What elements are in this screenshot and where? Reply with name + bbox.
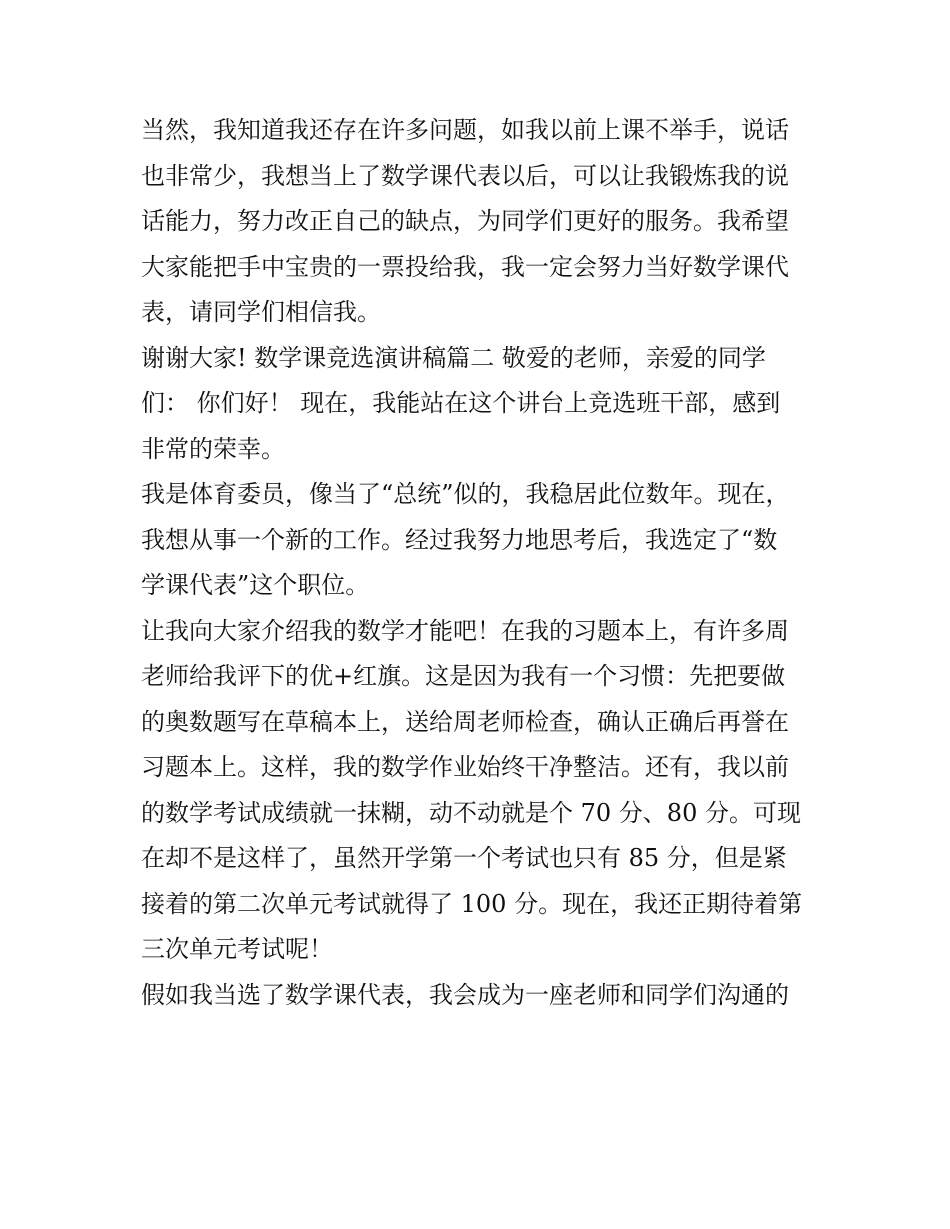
paragraph-3: [141, 472, 813, 609]
text-line: 老师给我评下的优+红旗。这是因为我有一个习惯：先把要做: [141, 662, 786, 690]
text-line: 习题本上。这样，我的数学作业始终干净整洁。还有，我以前: [141, 753, 789, 781]
text-line: 非常的荣幸。: [141, 434, 285, 463]
text-line: 在却不是这样了，虽然开学第一个考试也只有 85 分，但是紧: [141, 844, 787, 872]
paragraph-5: [141, 973, 813, 1019]
text-line: 的奥数题写在草稿本上，送给周老师检查，确认正确后再誉在: [141, 707, 789, 736]
text-line: 假如我当选了数学课代表，我会成为一座老师和同学们沟通的: [141, 980, 789, 1009]
text-line: 我想从事一个新的工作。经过我努力地思考后，我选定了“数: [141, 525, 778, 554]
text-line: 也非常少，我想当上了数学课代表以后，可以让我锻炼我的说: [141, 161, 789, 190]
text-line: 当然，我知道我还存在许多问题，如我以前上课不举手，说话: [141, 116, 789, 144]
text-line: 学课代表”这个职位。: [141, 571, 370, 599]
text-line: 接着的第二次单元考试就得了 100 分。现在，我还正期待着第: [141, 889, 803, 918]
paragraph-4: [141, 609, 813, 973]
paragraph-1: [141, 108, 813, 336]
text-line: 大家能把手中宝贵的一票投给我，我一定会努力当好数学课代: [141, 252, 789, 281]
text-line: 话能力，努力改正自己的缺点，为同学们更好的服务。我希望: [141, 207, 789, 235]
text-line: 让我向大家介绍我的数学才能吧！在我的习题本上，有许多周: [141, 616, 789, 645]
text-line: 表，请同学们相信我。: [141, 298, 381, 326]
text-line: 谢谢大家! 数学课竞选演讲稿篇二 敬爱的老师，亲爱的同学: [141, 343, 766, 372]
text-line: 三次单元考试呢！: [141, 935, 333, 963]
paragraph-2: [141, 336, 813, 473]
text-line: 们： 你们好！ 现在，我能站在这个讲台上竞选班干部，感到: [141, 389, 781, 417]
text-line: 的数学考试成绩就一抹糊，动不动就是个 70 分、80 分。可现: [141, 798, 801, 827]
text-line: 我是体育委员，像当了“总统”似的，我稳居此位数年。现在，: [141, 480, 790, 508]
document-body: [141, 108, 813, 1018]
